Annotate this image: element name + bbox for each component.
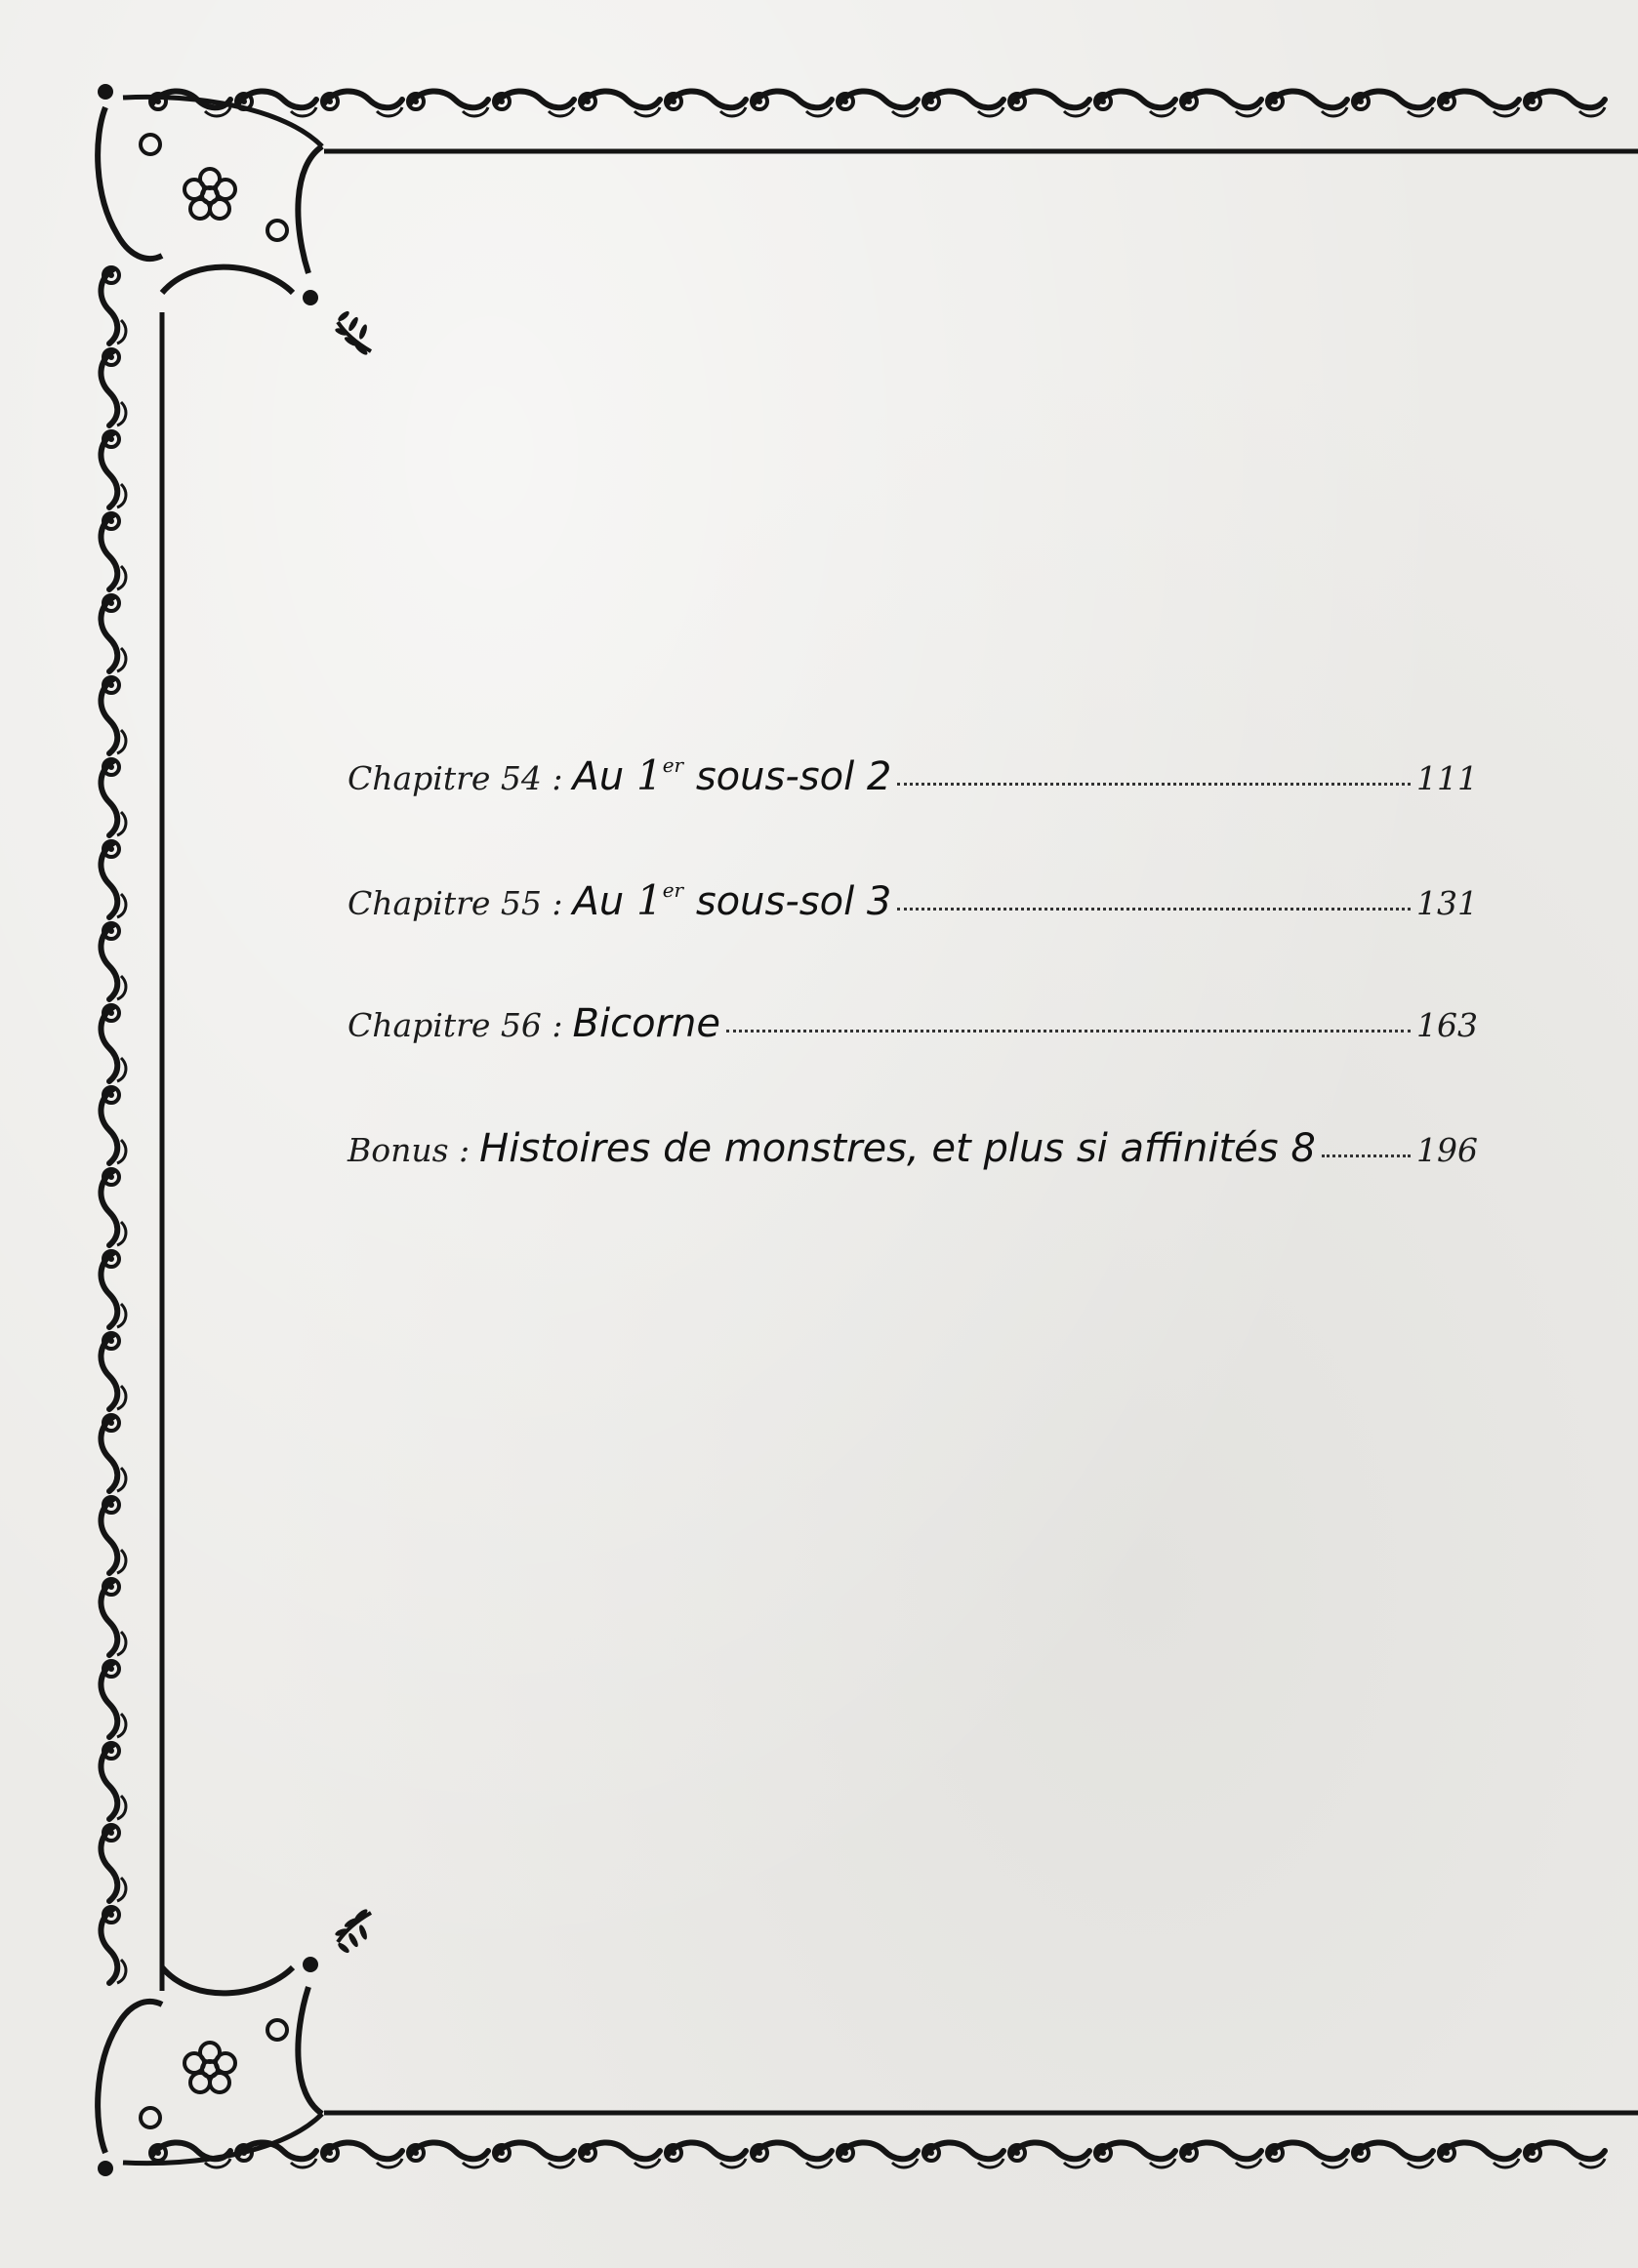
toc-entry-page: 111 (1416, 759, 1478, 797)
bottom-scroll-band (150, 2142, 1605, 2167)
dot-leader (897, 783, 1411, 786)
dot-leader (897, 908, 1411, 911)
toc-entry-title (573, 1001, 720, 1046)
toc-entry-label: Chapitre 56 : (348, 1006, 563, 1044)
toc-entry-title (479, 1126, 1316, 1171)
toc-entry-ordinal-suffix: er (662, 753, 684, 777)
corner-top-left (98, 84, 371, 356)
leaf-sprig-icon (334, 309, 371, 356)
toc-entry-prefix: Au (572, 754, 625, 799)
toc-entry-name: sous-sol 2 (695, 754, 892, 799)
toc-entry-ordinal: 1 (635, 876, 663, 924)
corner-bottom-left (98, 1908, 371, 2176)
toc-entry-name: Histoires de monstres, et plus si affinités 8 (479, 1126, 1316, 1171)
flower-icon (184, 169, 235, 219)
toc-entry-ordinal: 1 (635, 751, 663, 799)
toc-entry-name: sous-sol 3 (695, 879, 892, 924)
toc-entry[interactable] (348, 751, 1478, 876)
dot-leader (1322, 1154, 1411, 1157)
toc-entry[interactable] (348, 1001, 1478, 1126)
toc-entry-page: 131 (1416, 884, 1478, 922)
toc-entry-label: Chapitre 55 : (348, 884, 563, 922)
toc-entry-ordinal-suffix: er (662, 878, 684, 902)
toc-entry-page: 196 (1416, 1131, 1478, 1169)
top-scroll-band (150, 91, 1605, 115)
toc-entry[interactable] (348, 1126, 1478, 1251)
toc-entry-page: 163 (1416, 1006, 1478, 1044)
leaf-sprig-icon (334, 1908, 371, 1955)
flower-icon (184, 2043, 235, 2092)
toc-entry-name: Bicorne (572, 1001, 720, 1046)
toc-entry-title (573, 876, 892, 924)
left-scroll-band (101, 267, 125, 1983)
toc-entry-prefix: Au (572, 879, 625, 924)
toc-entry[interactable] (348, 876, 1478, 1001)
toc-entry-label: Chapitre 54 : (348, 759, 563, 797)
toc-entry-title (573, 751, 892, 799)
table-of-contents (348, 751, 1478, 1251)
toc-entry-label: Bonus : (348, 1131, 471, 1169)
dot-leader (726, 1030, 1411, 1033)
